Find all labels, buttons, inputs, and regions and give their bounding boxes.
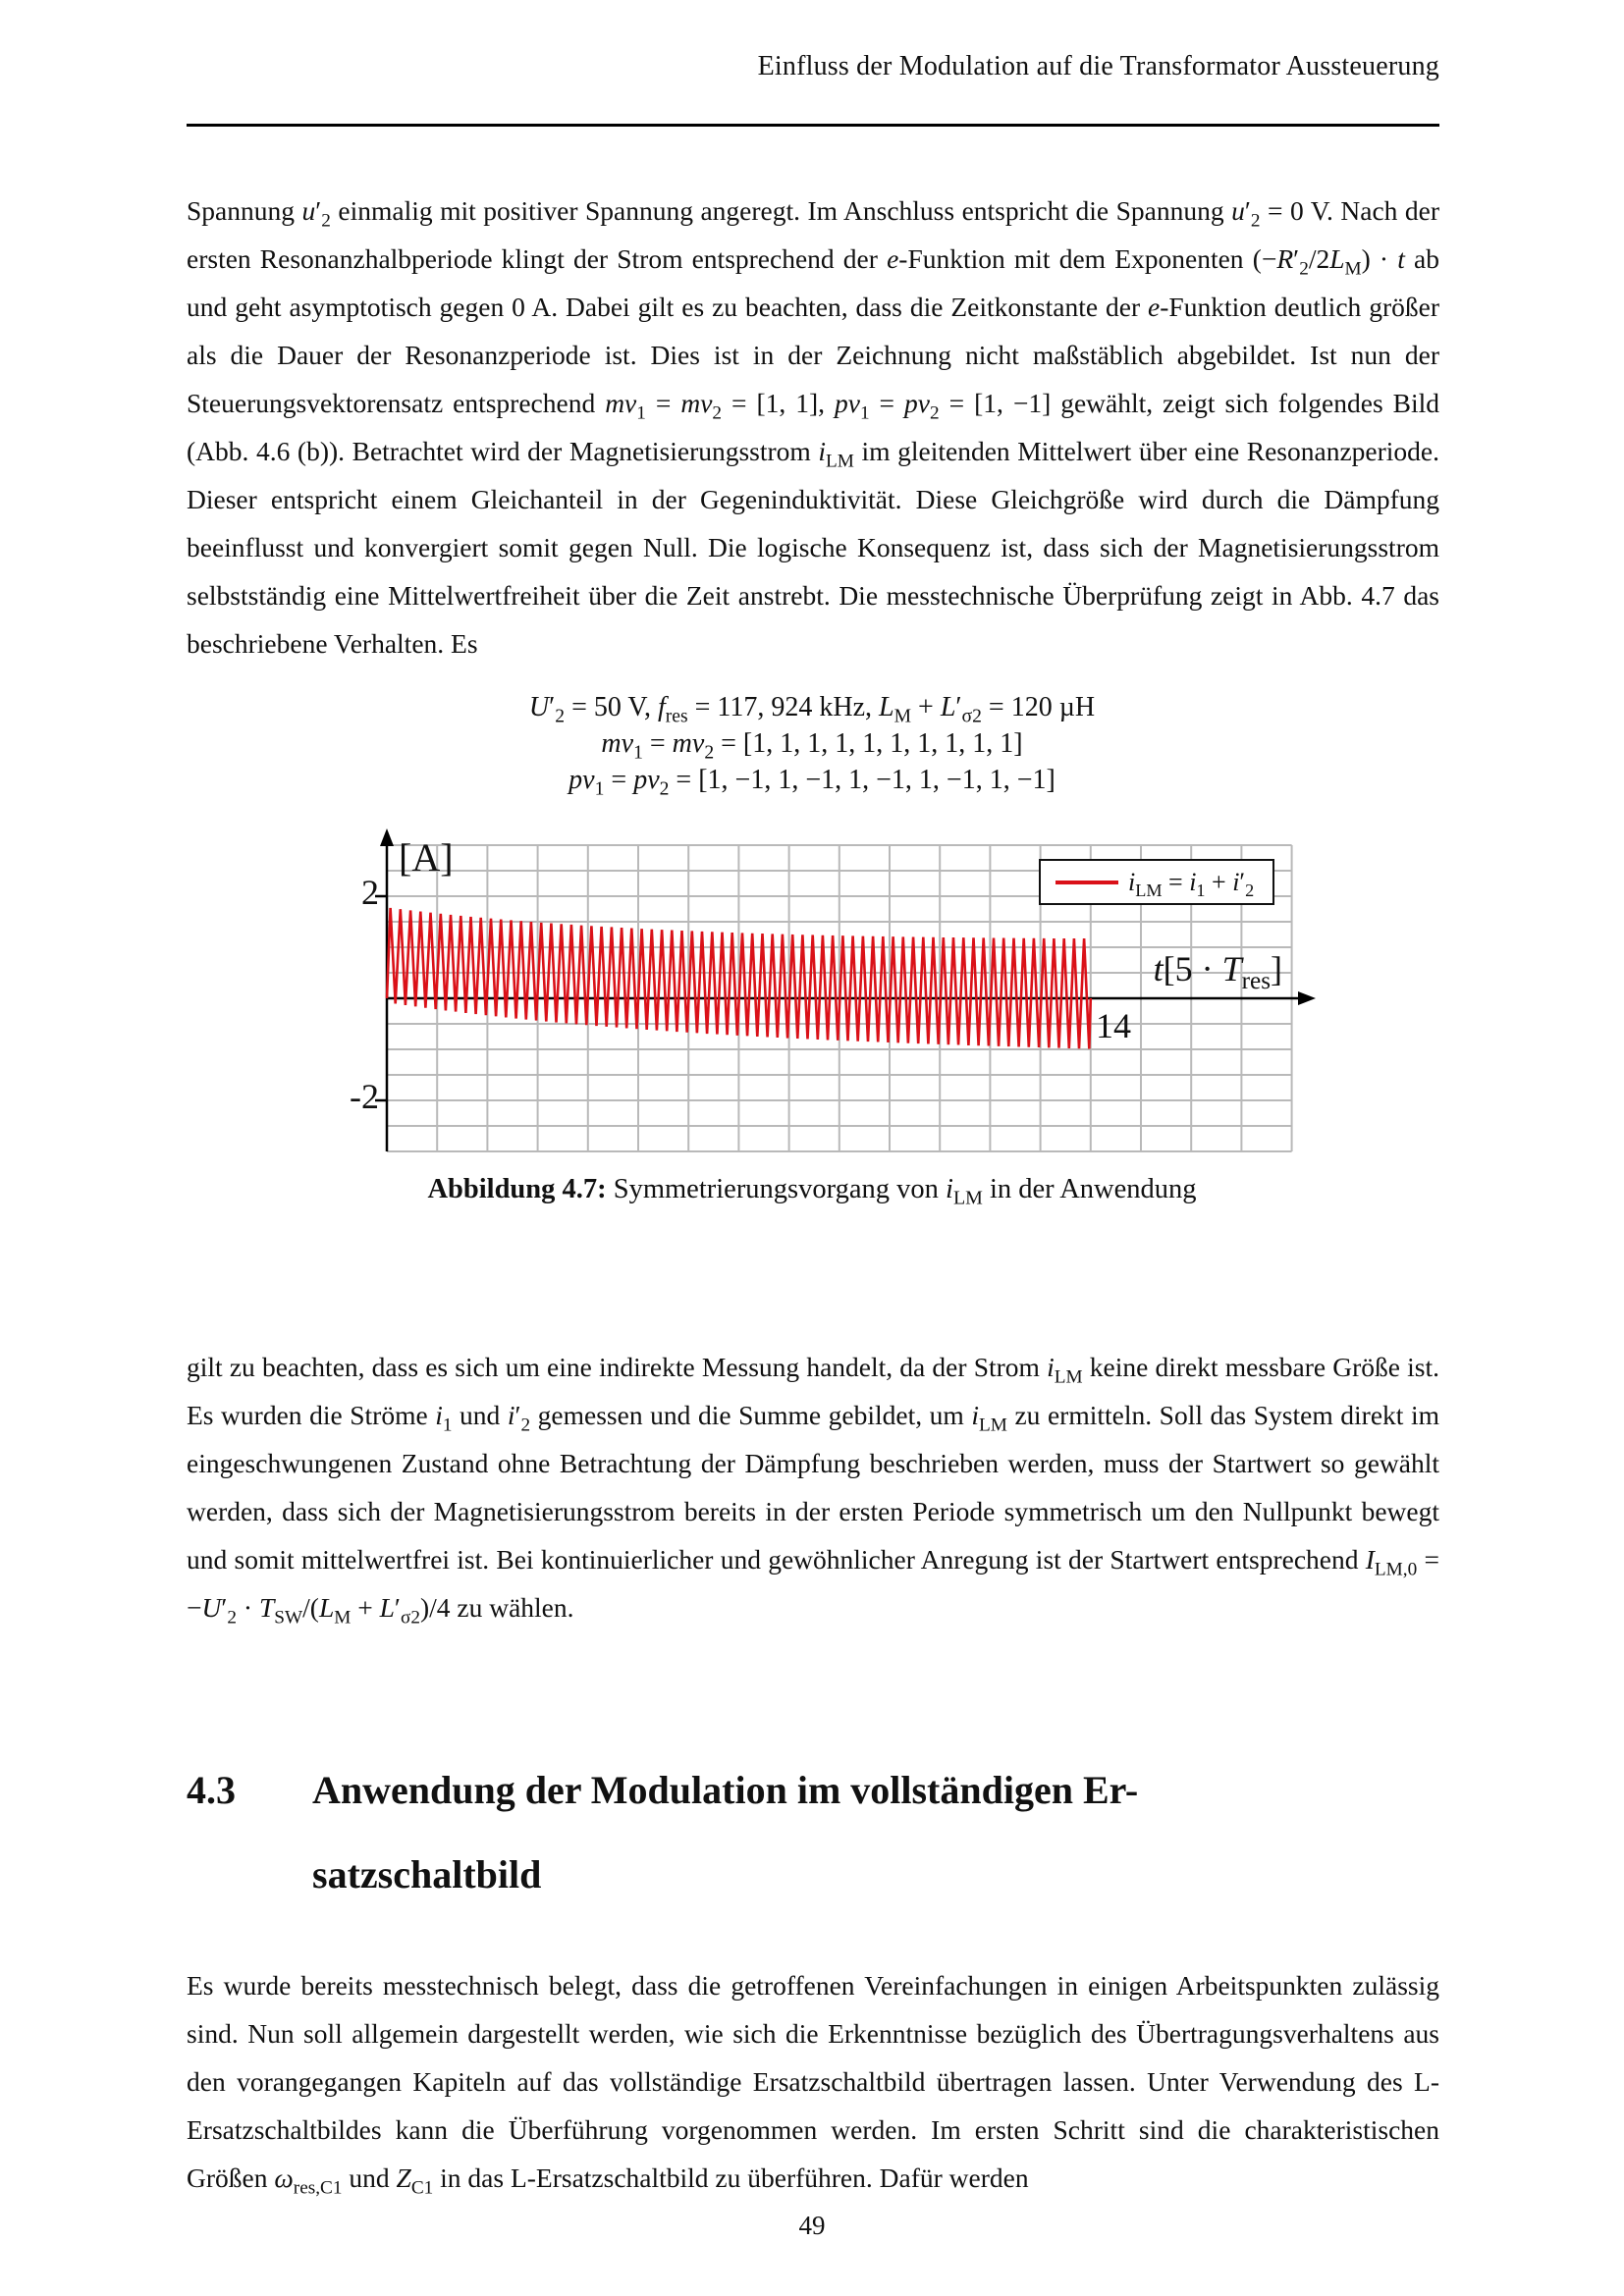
chart-title-equations [0, 689, 1624, 798]
section-heading-line2 [312, 1851, 1589, 1897]
figure-caption-text: Symmetrierungsvorgang von $i_{LM}$ in der Anwendung [606, 1174, 1197, 1209]
legend-label: $i_{LM} = i_1 + i'_2$ [1128, 867, 1255, 900]
equation-line-3: $pv_1 = pv_2 = [1$, −1, 1, −1, 1, −1, 1, −1, 1, −1] [568, 765, 1056, 800]
figure-caption-label: Abbildung 4.7: [427, 1174, 607, 1204]
page-number: 49 [798, 2211, 826, 2240]
section-number: 4.3 [187, 1768, 236, 1812]
x-axis-label: $t[5 \cdot T_{res}]$ [1153, 949, 1282, 995]
legend-line-sample [1056, 881, 1118, 884]
section-title-line1: Anwendung der Modulation im vollständigen Er- [312, 1768, 1139, 1812]
x-tick-14: 14 [1096, 1006, 1131, 1045]
y-tick-minus2: -2 [350, 1077, 379, 1116]
paragraph-2: gilt zu beachten, dass es sich um eine indirekte Messung handelt, da der Strom $i_{LM}$ keine direkt messbare Größe ist. Es wurden die Ströme $i_1$ und $i'_2$ gemessen und die Summe gebildet, um $i_{LM}$ zu ermitteln. Soll das System direkt im eingeschwungenen Zustand ohne Betrachtung der Dämpfung beschrieben werden, muss der Startwert so gewählt werden, dass sich der Magnetisierungsstrom bereits in der ersten Periode symmetrisch um den Nullpunkt bewegt und somit mittelwertfrei ist. Bei kontinuierlicher und gewöhnlicher Anregung ist der Startwert entsprechend $I_{LM,0} = -U'_2 \cdot T_{SW}/(L_M + L'_{\sigma 2})/4$ zu wählen. [187, 1352, 1439, 1629]
equation-line-1: $U'_2 = 50$ V, $f_{res} = 117$, 924 kHz, $L_M + L'_{\sigma 2} = 120$ µH [528, 692, 1096, 727]
header-rule [187, 124, 1439, 127]
figure-caption [0, 1174, 1624, 1209]
y-tick-2: 2 [361, 873, 379, 912]
paragraph-3: Es wurde bereits messtechnisch belegt, dass die getroffenen Vereinfachungen in einigen Arbeitspunkten zulässig sind. Nun soll allgemein dargestellt werden, wie sich die Erkenntnisse bezüglich des Übertragungsverhaltens aus den vorangegangen Kapiteln auf das vollständige Ersatzschaltbild übertragen lassen. Unter Verwendung des L-Ersatzschaltbildes kann die Überführung vorgenommen werden. Im ersten Schritt sind die charakteristischen Größen $\omega_{res,C1}$ und $Z_{C1}$ in das L-Ersatzschaltbild zu überführen. Dafür werden [187, 1970, 1439, 2199]
legend [1039, 859, 1274, 905]
section-title-line2: satzschaltbild [312, 1852, 542, 1896]
y-axis-unit-label: [A] [399, 835, 454, 880]
equation-line-2: $mv_1 = mv_2 = [1$, 1, 1, 1, 1, 1, 1, 1, 1, 1] [601, 728, 1023, 764]
waveform-chart [324, 813, 1365, 1168]
paragraph-1: Spannung $u'_2$ einmalig mit positiver Spannung angeregt. Im Anschluss entspricht die Spannung $u'_2 = 0$ V. Nach der ersten Resonanzhalbperiode klingt der Strom entsprechend der e-Funktion mit dem Exponenten $(-R'_2/2L_M) \cdot t$ ab und geht asymptotisch gegen 0 A. Dabei gilt es zu beachten, dass die Zeitkonstante der e-Funktion deutlich größer als die Dauer der Resonanzperiode ist. Dies ist in der Zeichnung nicht maßstäblich abgebildet. Ist nun der Steuerungsvektorensatz entsprechend $mv_1 = mv_2 = [1$, 1], $pv_1 = pv_2 = [1$, −1] gewählt, zeigt sich folgendes Bild (Abb. 4.6 (b)). Betrachtet wird der Magnetisierungsstrom $i_{LM}$ im gleitenden Mittelwert über eine Resonanzperiode. Dieser entspricht einem Gleichanteil in der Gegeninduktivität. Diese Gleichgröße wird durch die Dämpfung beeinflusst und konvergiert somit gegen Null. Die logische Konsequenz ist, dass sich der Magnetisierungsstrom selbstständig eine Mittelwertfreiheit über die Zeit anstrebt. Die messtechnische Überprüfung zeigt in Abb. 4.7 das beschriebene Verhalten. Es [187, 195, 1440, 659]
running-header: Einfluss der Modulation auf die Transformator Aussteuerung [757, 51, 1439, 81]
section-heading-line1 [187, 1767, 1463, 1813]
